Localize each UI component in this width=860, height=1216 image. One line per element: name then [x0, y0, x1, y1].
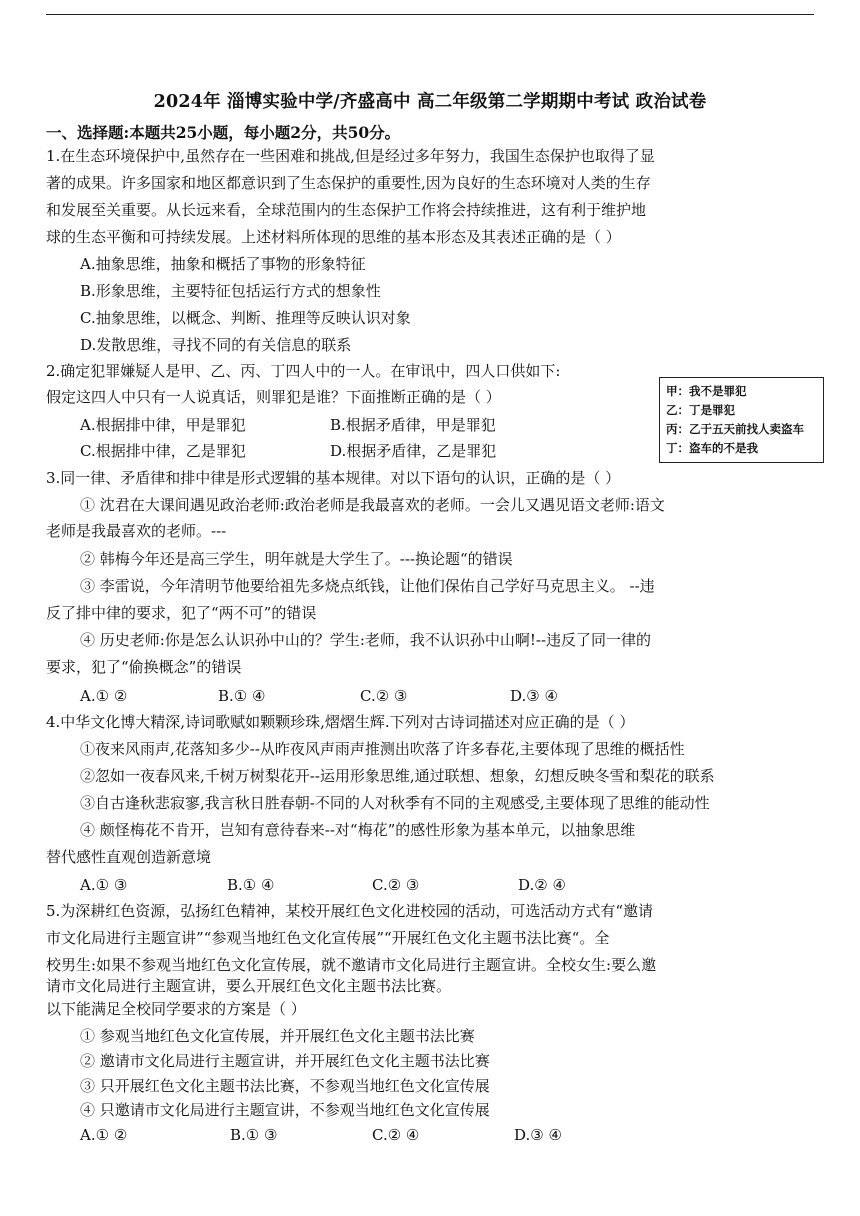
q3-option-d: D.③ ④: [510, 687, 558, 705]
q4-statement: ②忽如一夜春风来,千树万树梨花开--运用形象思维,通过联想、想象，幻想反映冬雪和梨花的联系: [80, 767, 715, 785]
q5-option-a: A.① ②: [80, 1126, 128, 1144]
exam-title: 2024年 淄博实验中学/齐盛高中 高二年级第二学期期中考试 政治试卷: [153, 92, 707, 112]
q3-option-a: A.① ②: [80, 687, 128, 705]
q3-option-b: B.① ④: [218, 687, 266, 705]
q1-option-c: C.抽象思维，以概念、判断、推理等反映认识对象: [80, 309, 411, 327]
q5-item: ② 邀请市文化局进行主题宣讲，并开展红色文化主题书法比赛: [80, 1052, 490, 1070]
q4-statement: 替代感性直观创造新意境: [46, 848, 212, 866]
q1-line: 球的生态平衡和可持续发展。上述材料所体现的思维的基本形态及其表述正确的是（ ）: [46, 228, 621, 246]
q4-option-a: A.① ③: [80, 876, 128, 894]
q4-statement: ④ 颇怪梅花不肯开，岂知有意待春来--对“梅花”的感性形象为基本单元，以抽象思维: [80, 821, 636, 839]
q3-statement: 老师是我最喜欢的老师。---: [46, 522, 227, 540]
statement-ding: 丁：盗车的不是我: [666, 441, 758, 455]
q1-line: 1.在生态环境保护中,虽然存在一些困难和挑战,但是经过多年努力，我国生态保护也取得了显: [46, 147, 655, 165]
q3-stem: 3.同一律、矛盾律和排中律是形式逻辑的基本规律。对以下语句的认识，正确的是（ ）: [46, 469, 621, 487]
q2-option-c: C.根据排中律，乙是罪犯: [80, 442, 246, 460]
q1-line: 著的成果。许多国家和地区都意识到了生态保护的重要性,因为良好的生态环境对人类的生存: [46, 174, 651, 192]
q4-statement: ③自古逢秋悲寂寥,我言秋日胜春朝-不同的人对秋季有不同的主观感受,主要体现了思维的能动性: [80, 794, 710, 812]
q2-line: 2.确定犯罪嫌疑人是甲、乙、丙、丁四人中的一人。在审讯中，四人口供如下:: [46, 362, 561, 380]
q5-option-d: D.③ ④: [514, 1126, 562, 1144]
suspect-statements-box: [659, 377, 824, 463]
q5-option-b: B.① ③: [230, 1126, 278, 1144]
q1-option-d: D.发散思维，寻找不同的有关信息的联系: [80, 336, 352, 354]
q4-option-b: B.① ④: [227, 876, 275, 894]
q3-statement: ① 沈君在大课间遇见政治老师:政治老师是我最喜欢的老师。一会儿又遇见语文老师:语文: [80, 496, 665, 514]
q1-line: 和发展至关重要。从长远来看，全球范围内的生态保护工作将会持续推进，这有利于维护地: [46, 201, 647, 219]
q3-statement: 要求，犯了“偷换概念”的错误: [46, 658, 242, 676]
q5-item: ④ 只邀请市文化局进行主题宣讲，不参观当地红色文化宣传展: [80, 1101, 490, 1119]
q4-option-c: C.② ③: [372, 876, 420, 894]
statement-bing: 丙：乙于五天前找人卖盗车: [666, 422, 804, 436]
q5-line: 请市文化局进行主题宣讲，要么开展红色文化主题书法比赛。: [46, 977, 452, 995]
q4-stem: 4.中华文化博大精深,诗词歌赋如颗颗珍珠,熠熠生辉.下列对古诗词描述对应正确的是（ ）: [46, 713, 635, 731]
q5-line: 以下能满足全校同学要求的方案是（ ）: [46, 1000, 306, 1018]
q2-line: 假定这四人中只有一人说真话，则罪犯是谁？下面推断正确的是（ ）: [46, 388, 501, 406]
q3-statement: ② 韩梅今年还是高三学生，明年就是大学生了。---换论题“的错误: [80, 550, 513, 568]
statement-jia: 甲：我不是罪犯: [666, 384, 747, 398]
q4-statement: ①夜来风雨声,花落知多少--从昨夜风声雨声推测出吹落了许多春花,主要体现了思维的概括性: [80, 740, 685, 758]
q3-option-c: C.② ③: [360, 687, 408, 705]
q5-item: ① 参观当地红色文化宣传展，并开展红色文化主题书法比赛: [80, 1027, 475, 1045]
q1-option-a: A.抽象思维，抽象和概括了事物的形象特征: [80, 255, 366, 273]
header-rule: [46, 14, 814, 15]
q2-option-b: B.根据矛盾律，甲是罪犯: [330, 416, 496, 434]
statement-yi: 乙：丁是罪犯: [666, 403, 735, 417]
q5-option-c: C.② ④: [372, 1126, 420, 1144]
q2-option-d: D.根据矛盾律，乙是罪犯: [330, 442, 497, 460]
q3-statement: ④ 历史老师:你是怎么认识孙中山的？学生:老师，我不认识孙中山啊!--违反了同一律的: [80, 631, 652, 649]
q4-option-d: D.② ④: [518, 876, 566, 894]
q1-option-b: B.形象思维，主要特征包括运行方式的想象性: [80, 282, 381, 300]
q2-option-a: A.根据排中律，甲是罪犯: [80, 416, 246, 434]
q5-line: 5.为深耕红色资源，弘扬红色精神，某校开展红色文化进校园的活动，可选活动方式有“邀请: [46, 902, 653, 920]
q3-statement: 反了排中律的要求，犯了“两不可”的错误: [46, 604, 317, 622]
q3-statement: ③ 李雷说，今年清明节他要给祖先多烧点纸钱，让他们保佑自己学好马克思主义。 --违: [80, 577, 655, 595]
q5-line: 校男生:如果不参观当地红色文化宣传展，就不邀请市文化局进行主题宣讲。全校女生:要么邀: [46, 956, 657, 974]
q5-item: ③ 只开展红色文化主题书法比赛，不参观当地红色文化宣传展: [80, 1077, 490, 1095]
section-heading: 一、选择题:本题共25小题，每小题2分，共50分。: [46, 123, 401, 142]
q5-line: 市文化局进行主题宣讲”“参观当地红色文化宣传展”“开展红色文化主题书法比赛“。全: [46, 929, 610, 947]
